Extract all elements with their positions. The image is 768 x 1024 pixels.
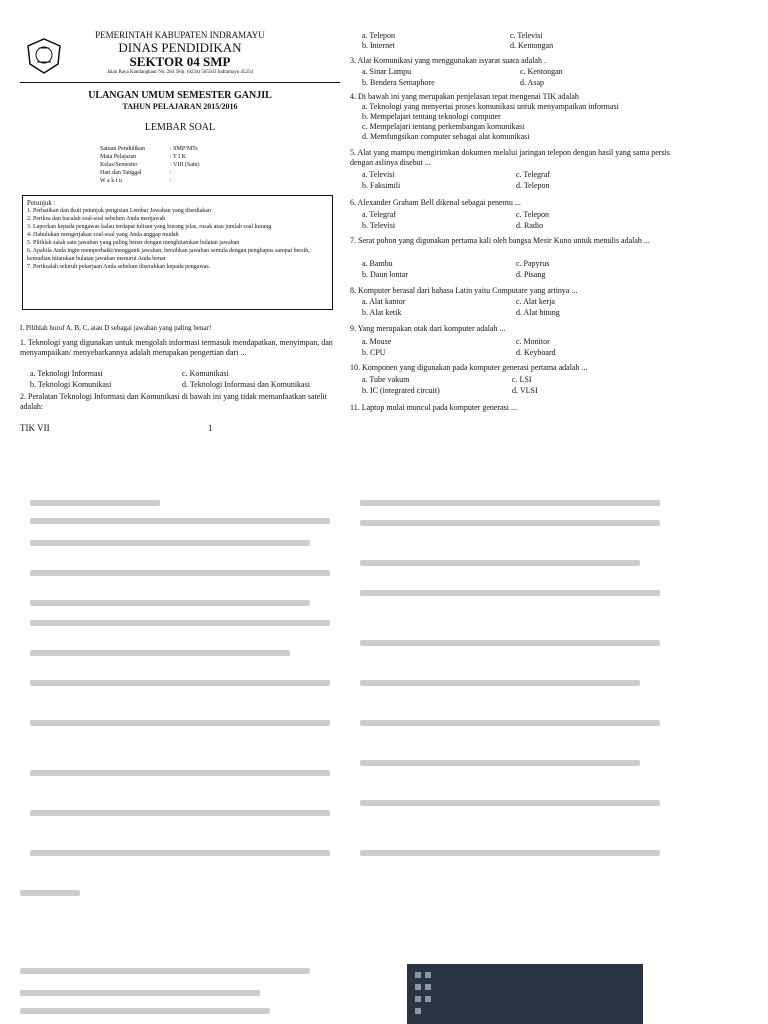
- answer-option: c. Monitor: [516, 337, 550, 346]
- question-3: 3. Alat Komunikasi yang menggunakan isyarat suara adalah .: [350, 56, 546, 65]
- section-instruction: I. Pilihlah huruf A, B, C, atau D sebagai jawaban yang paling benar!: [20, 324, 212, 332]
- answer-option: a. Televisi: [362, 170, 395, 179]
- answer-option: c. Telegraf: [516, 170, 550, 179]
- question-5: 5. Alat yang mampu mengirimkan dokumen melalui jaringan telepon dengan hasil yang sama persis dengan aslinya disebut ...: [350, 148, 670, 167]
- answer-option: c. Mempelajari tentang perkembangan komunikasi: [362, 122, 525, 131]
- ident-key: Mata Pelajaran: [100, 154, 137, 160]
- ident-value: :: [170, 170, 172, 176]
- address: Jalan Raya Kandanghaur No. 284 Telp. (0234) 505503 Indramayu 45254: [106, 70, 254, 75]
- ident-value: : SMP/MTs: [170, 146, 198, 152]
- question-9: 9. Yang merupakan otak dari komputer adalah ...: [350, 324, 506, 333]
- instruction-item: 2. Periksa dan bacalah soal-soal sebelum Anda menjawab: [27, 216, 166, 222]
- footer-page: 1: [208, 423, 213, 433]
- instruction-item: 3. Laporkan kepada pengawas kalau terdapat tulisan yang kurang jelas, rusak atau jumlah soal kurang: [27, 224, 272, 230]
- header-divider: [20, 82, 340, 83]
- answer-option: d. Kentongan: [510, 41, 554, 50]
- ident-key: Kelas/Semester: [100, 162, 138, 168]
- answer-option: c. Alat kerja: [516, 297, 555, 306]
- answer-option: a. Alat kantor: [362, 297, 406, 306]
- school-name: SEKTOR 04 SMP: [129, 54, 231, 69]
- answer-option: b. IC (integrated circuit): [362, 386, 440, 395]
- ident-value: :: [170, 178, 172, 184]
- answer-option: b. Mempelajari tentang teknologi computer: [362, 112, 501, 121]
- answer-option: d. Teknologi Informasi dan Komunikasi: [182, 380, 310, 389]
- ident-key: Satuan Pendidikan: [100, 146, 145, 152]
- ident-value: : T I K: [170, 154, 186, 160]
- answer-option: c. Telepon: [516, 210, 550, 219]
- answer-option: a. Teknologi Informasi: [30, 369, 103, 378]
- answer-option: d. Radio: [516, 221, 544, 230]
- answer-option: a. Bambu: [362, 259, 393, 268]
- answer-option: a. Teknologi yang menyertai proses komunikasi untuk menyampaikan informasi: [362, 102, 619, 111]
- instruction-item: 7. Periksalah seluruh pekerjaan Anda sebelum diserahkan kepada pengawas.: [27, 264, 211, 270]
- answer-option: d. Memfungsikan computer sebagai alat komunikasi: [362, 132, 530, 141]
- answer-option: d. Alat hitung: [516, 308, 560, 317]
- answer-option: c. LSI: [512, 375, 532, 384]
- gov-name: PEMERINTAH KABUPATEN INDRAMAYU: [95, 30, 265, 40]
- dept-name: DINAS PENDIDIKAN: [118, 40, 242, 55]
- question-7: 7. Serat pohon yang digunakan pertama kali oleh bangsa Mesir Kuno untuk menulis adalah ...: [350, 236, 650, 245]
- answer-option: b. Daun lontar: [362, 270, 408, 279]
- exam-year: TAHUN PELAJARAN 2015/2016: [122, 102, 238, 111]
- answer-option: d. Asap: [520, 78, 544, 87]
- answer-option: c. Televisi: [510, 31, 543, 40]
- answer-option: b. CPU: [362, 348, 386, 357]
- identity-table: [100, 145, 290, 185]
- instruction-item: 1. Perhatikan dan ikuti petunjuk pengisian Lembar Jawaban yang disediakan: [27, 208, 211, 214]
- question-6: 6. Alexander Graham Bell dikenal sebagai penemu ...: [350, 198, 521, 207]
- answer-option: b. Teknologi Komunikasi: [30, 380, 112, 389]
- answer-option: a. Sinar Lampu: [362, 67, 412, 76]
- answer-option: c. Kentongan: [520, 67, 563, 76]
- answer-option: a. Telegraf: [362, 210, 396, 219]
- answer-option: a. Telepon: [362, 31, 396, 40]
- instruction-item: 4. Dahulukan mengerjakan soal-soal yang Anda anggap mudah: [27, 232, 179, 238]
- instructions-box: [22, 195, 333, 310]
- question-4: 4. Di bawah ini yang merupakan penjelasan tepat mengenai TIK adalah: [350, 92, 579, 101]
- answer-option: b. Bendera Semaphore: [362, 78, 435, 87]
- letterhead: [20, 30, 340, 82]
- desktop-screenshot-image: [407, 964, 643, 1024]
- answer-option: d. Keyboard: [516, 348, 556, 357]
- answer-option: d. Telepon: [516, 181, 550, 190]
- answer-option: c. Komunikasi: [182, 369, 229, 378]
- sheet-title: LEMBAR SOAL: [144, 122, 216, 133]
- ident-value: : VIII (Satu): [170, 162, 200, 168]
- question-1: 1. Teknologi yang digunakan untuk mengolah informasi termasuk mendapatkan, menyimpan, dan menyampaikan/ menyebarkannya adalah merupakan pengertian dari ...: [20, 338, 333, 357]
- instruction-item: 6. Apabila Anda ingin memperbaiki/mengganti jawaban, bersihkan jawaban semula dengan penghapus sampai bersih, kemudian hitamkan bulatan jawaban menurut Anda benar: [27, 248, 310, 262]
- answer-option: c. Papyrus: [516, 259, 550, 268]
- question-10: 10. Komponen yang digunakan pada komputer generasi pertama adalah ...: [350, 363, 588, 372]
- instruction-item: 5. Pilihlah salah satu jawaban yang paling benar dengan menghitamkan bulatan jawaban: [27, 240, 240, 246]
- ident-key: W a k t u: [100, 178, 122, 184]
- answer-option: d. Pisang: [516, 270, 546, 279]
- question-11: 11. Laptop mulai muncul pada komputer generasi ...: [350, 403, 517, 412]
- instructions-heading: Petunjuk :: [27, 199, 56, 207]
- ident-key: Hari dan Tanggal: [100, 170, 142, 176]
- footer-subject: TIK VII: [20, 423, 50, 433]
- exam-title: ULANGAN UMUM SEMESTER GANJIL: [88, 90, 272, 101]
- answer-option: a. Tube vakum: [362, 375, 410, 384]
- answer-option: b. Televisi: [362, 221, 396, 230]
- answer-option: b. Internet: [362, 41, 395, 50]
- answer-option: b. Faksimili: [362, 181, 401, 190]
- answer-option: a. Mouse: [362, 337, 392, 346]
- answer-option: d. VLSI: [512, 386, 538, 395]
- question-8: 8. Komputer berasal dari bahasa Latin yaitu Computare yang artinya ...: [350, 286, 578, 295]
- question-2: 2. Peralatan Teknologi Informasi dan Komunikasi di bawah ini yang tidak memanfaatkan satelit adalah:: [20, 392, 327, 411]
- answer-option: b. Alat ketik: [362, 308, 402, 317]
